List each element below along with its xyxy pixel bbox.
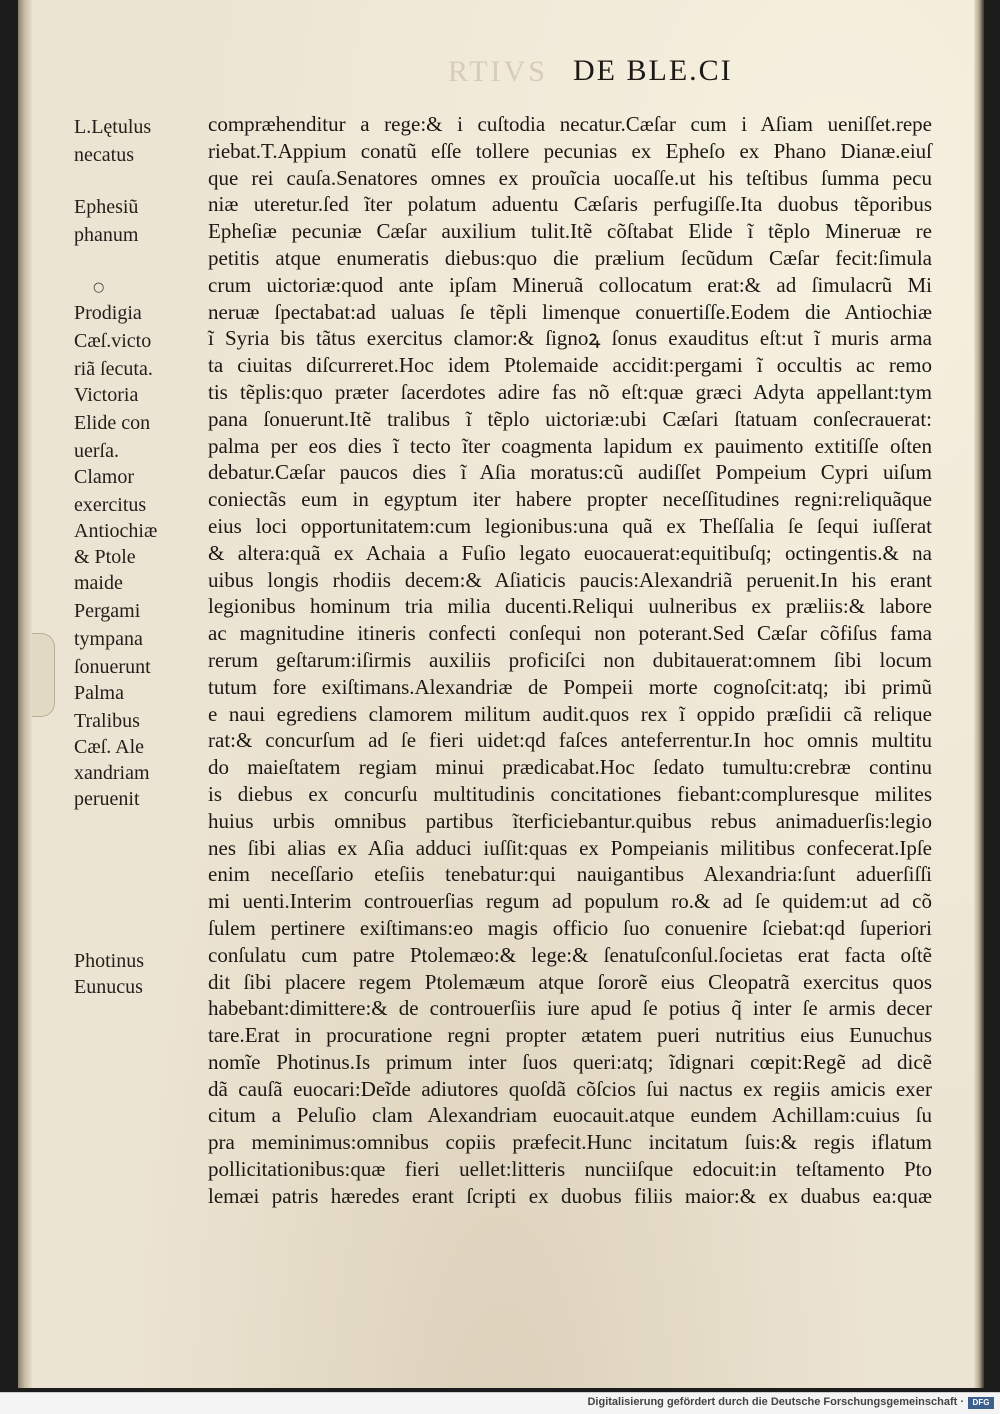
page-edge xyxy=(974,0,984,1388)
text-line: nes ſibi alias ex Aſia adduci iuſſit:quas ex Pompeianis militibus confecerat.Ipſe xyxy=(208,835,932,860)
text-line: rat:& concurſum ad ſe fieri uidet:qd faſces anteferrentur.In hoc omnis multitu xyxy=(208,728,932,753)
book-page xyxy=(18,0,984,1388)
margin-note: Antiochiæ xyxy=(74,520,158,542)
text-line: enim neceſſario eteſiis tenebatur:qui nauigantibus Alexandria:ſunt aduerſiſſi xyxy=(208,862,932,887)
bleed-through-header: RTIVS xyxy=(448,55,548,88)
text-line: pollicitationibus:quæ fieri uellet:litteris nunciiſque edocuit:in teſtamento Pto xyxy=(208,1157,932,1182)
margin-note: riã ſecuta. xyxy=(74,358,153,380)
margin-note: Photinus xyxy=(74,950,145,972)
margin-note: Prodigia xyxy=(74,302,142,324)
text-line: uibus longis rhodiis decem:& Aſiaticis paucis:Alexandriã peruenit.In his erant xyxy=(208,567,932,592)
margin-note: peruenit xyxy=(74,788,140,810)
text-line: que rei cauſa.Senatores omnes ex prouĩcia uocaſſe.ut his teſtibus ſumma pecu xyxy=(208,165,932,190)
text-line: eius loci opportunitatem:cum legionibus:una quã ex Theſſalia ſe ſequi iuſſerat xyxy=(208,513,932,538)
text-line: huius urbis omnibus partibus ĩterficiebantur.quibus rebus animaduerſis:legio xyxy=(208,808,932,833)
margin-note: Victoria xyxy=(74,384,139,406)
margin-note: necatus xyxy=(74,144,134,166)
dfg-logo: DFG xyxy=(968,1397,994,1409)
text-line: mi uenti.Interim controuerſias regum ad populum ro.& ad ſe quidem:ut ad cõ xyxy=(208,889,932,914)
text-line: dã cauſã euocari:Deĩde adiutores quoſdã cõſcios ſui nactus ex regiis amicis exer xyxy=(208,1076,932,1101)
text-line: lemæi patris hæredes erant ſcripti ex duobus filiis maior:& ex duabus ea:quæ xyxy=(208,1183,932,1208)
text-line: e naui egrediens clamorem militum audit.quos rex ĩ oppido præſidii cã relique xyxy=(208,701,932,726)
text-line: ac magnitudine itineris confecti conſequi non poterant.Sed Cæſar cõfiſus fama xyxy=(208,621,932,646)
small-circle-mark: ○ xyxy=(93,280,105,295)
main-text-block xyxy=(208,111,932,1210)
footer-bar xyxy=(0,1392,1000,1414)
margin-note: Cæſ. Ale xyxy=(74,736,145,758)
text-line: neruæ ſpectabat:ad ualuas ſe tẽpli limenque conuertiſſe.Eodem die Antiochiæ xyxy=(208,299,932,324)
text-line: tutum fore exiſtimans.Alexandriæ de Pompeii morte cognoſcit:atq; ibi primũ xyxy=(208,674,932,699)
text-line: habebant:dimittere:& de controuerſiis iure apud ſe potius q̃ inter ſe armis decer xyxy=(208,996,932,1021)
margin-note: Clamor xyxy=(74,466,134,488)
text-line: coniectãs eum in egyptum iter habere propter neceſſitudines regni:reliquãque xyxy=(208,487,932,512)
page-gutter xyxy=(18,0,32,1388)
text-line: dit ſibi placere regem Ptolemæum atque ſororẽ eius Cleopatrã exercitus quos xyxy=(208,969,932,994)
text-line: niæ uteretur.ſed ĩter polatum aduentu Cæſaris perfugiſſe.Ita duobus tẽporibus xyxy=(208,192,932,217)
margin-note: Ephesiũ xyxy=(74,196,139,218)
text-line: pana ſonuerunt.Itẽ tralibus ĩ tẽplo uictoriæ:ubi Cæſari ſtatuam conſecrauerat: xyxy=(208,406,932,431)
text-line: do maieſtatem regiam minui prædicabat.Hoc ſedato tumultu:crebræ continu xyxy=(208,755,932,780)
margin-note: exercitus xyxy=(74,494,147,516)
text-line: compræhenditur a rege:& i cuſtodia necatur.Cæſar cum i Aſiam ueniſſet.repe xyxy=(208,112,932,136)
text-line: conſulatu cum patre Ptolemæo:& lege:& ſenatuſconſul.ſocietas erat facta oſtẽ xyxy=(208,942,932,967)
text-line: tare.Erat in procuratione regni propter ætatem pueri nutritius eius Eunuchus xyxy=(208,1023,932,1048)
margin-note: Pergami xyxy=(74,600,141,622)
text-line: is diebus ex concurſu multitudinis concitationes fiebant:compluresque milites xyxy=(208,781,932,806)
text-line: nomĩe Photinus.Is primum inter ſuos queri:atq; ĩdignari cœpit:Regẽ ad dicẽ xyxy=(208,1049,932,1074)
margin-note: L.Lętulus xyxy=(74,116,152,138)
margin-note: Cæſ.victo xyxy=(74,330,152,352)
text-line: crum uictoriæ:quod ante ipſam Mineruã collocatum erat:& ad ſimulacrũ Mi xyxy=(208,272,932,297)
margin-note: & Ptole xyxy=(74,546,136,568)
funding-notice: Digitalisierung gefördert durch die Deutsche Forschungsgemeinschaft · xyxy=(587,1396,964,1408)
margin-note: Eunucus xyxy=(74,976,143,998)
text-line: legionibus hominum tria milia ducenti.Reliqui uulneribus ex præliis:& labore xyxy=(208,594,932,619)
margin-note: Tralibus xyxy=(74,710,140,732)
text-line: Epheſiæ pecuniæ Cæſar auxilium tulit.Itẽ cõſtabat Elide ĩ tẽplo Mineruæ re xyxy=(208,219,932,244)
text-line: petitis atque enumeratis diebus:quo die prælium ſecũdum Cæſar fecit:ſimula xyxy=(208,245,932,270)
page-clip xyxy=(32,633,55,717)
margin-note: ſonuerunt xyxy=(74,656,151,678)
text-line: riebat.T.Appium conatũ eſſe tollere pecunias ex Epheſo ex Phano Dianæ.eiuſ xyxy=(208,138,932,163)
margin-note: maide xyxy=(74,572,123,594)
running-header: DE BLE.CI xyxy=(573,54,733,87)
text-line: palma per eos dies ĩ tecto ĩter coagmenta lapidum ex pauimento extitiſſe oſten xyxy=(208,433,932,458)
text-line: ta ciuitas diſcurreret.Hoc idem Ptolemaide accidit:pergami ĩ occultis ac remo xyxy=(208,353,932,378)
text-line: ſulem pertinere exiſtimans:eo magis officio ſuo conuenire ſciebat:qd ſuperiori xyxy=(208,915,932,940)
text-line: pra meminimus:omnibus copiis præfecit.Hunc incitatum ſuis:& regis iflatum xyxy=(208,1130,932,1155)
text-line: citum a Peluſio clam Alexandriam euocauit.atque eundem Achillam:cuius ſu xyxy=(208,1103,932,1128)
text-line: debatur.Cæſar paucos dies ĩ Aſia moratus:cũ audiſſet Pompeium Cypri uiſum xyxy=(208,460,932,485)
margin-note: xandriam xyxy=(74,762,150,784)
margin-note: phanum xyxy=(74,224,139,246)
margin-note: Elide con xyxy=(74,412,151,434)
margin-note: Palma xyxy=(74,682,124,704)
margin-note: uerſa. xyxy=(74,440,119,462)
text-line: ĩ Syria bis tãtus exercitus clamor:& ſignoꝝ ſonus exauditus eſt:ut ĩ muris arma xyxy=(208,326,932,351)
text-line: & altera:quã ex Achaia a Fuſio legato euocauerat:equitibuſq; octingentis.& na xyxy=(208,540,932,565)
margin-note: tympana xyxy=(74,628,143,650)
text-line: tis tẽplis:quo præter ſacerdotes adire fas nõ eſt:quæ græci Adyta appellant:tym xyxy=(208,379,932,404)
text-line: rerum geſtarum:iſirmis auxiliis proficiſci non dubitauerat:omnem ſibi locum xyxy=(208,647,932,672)
